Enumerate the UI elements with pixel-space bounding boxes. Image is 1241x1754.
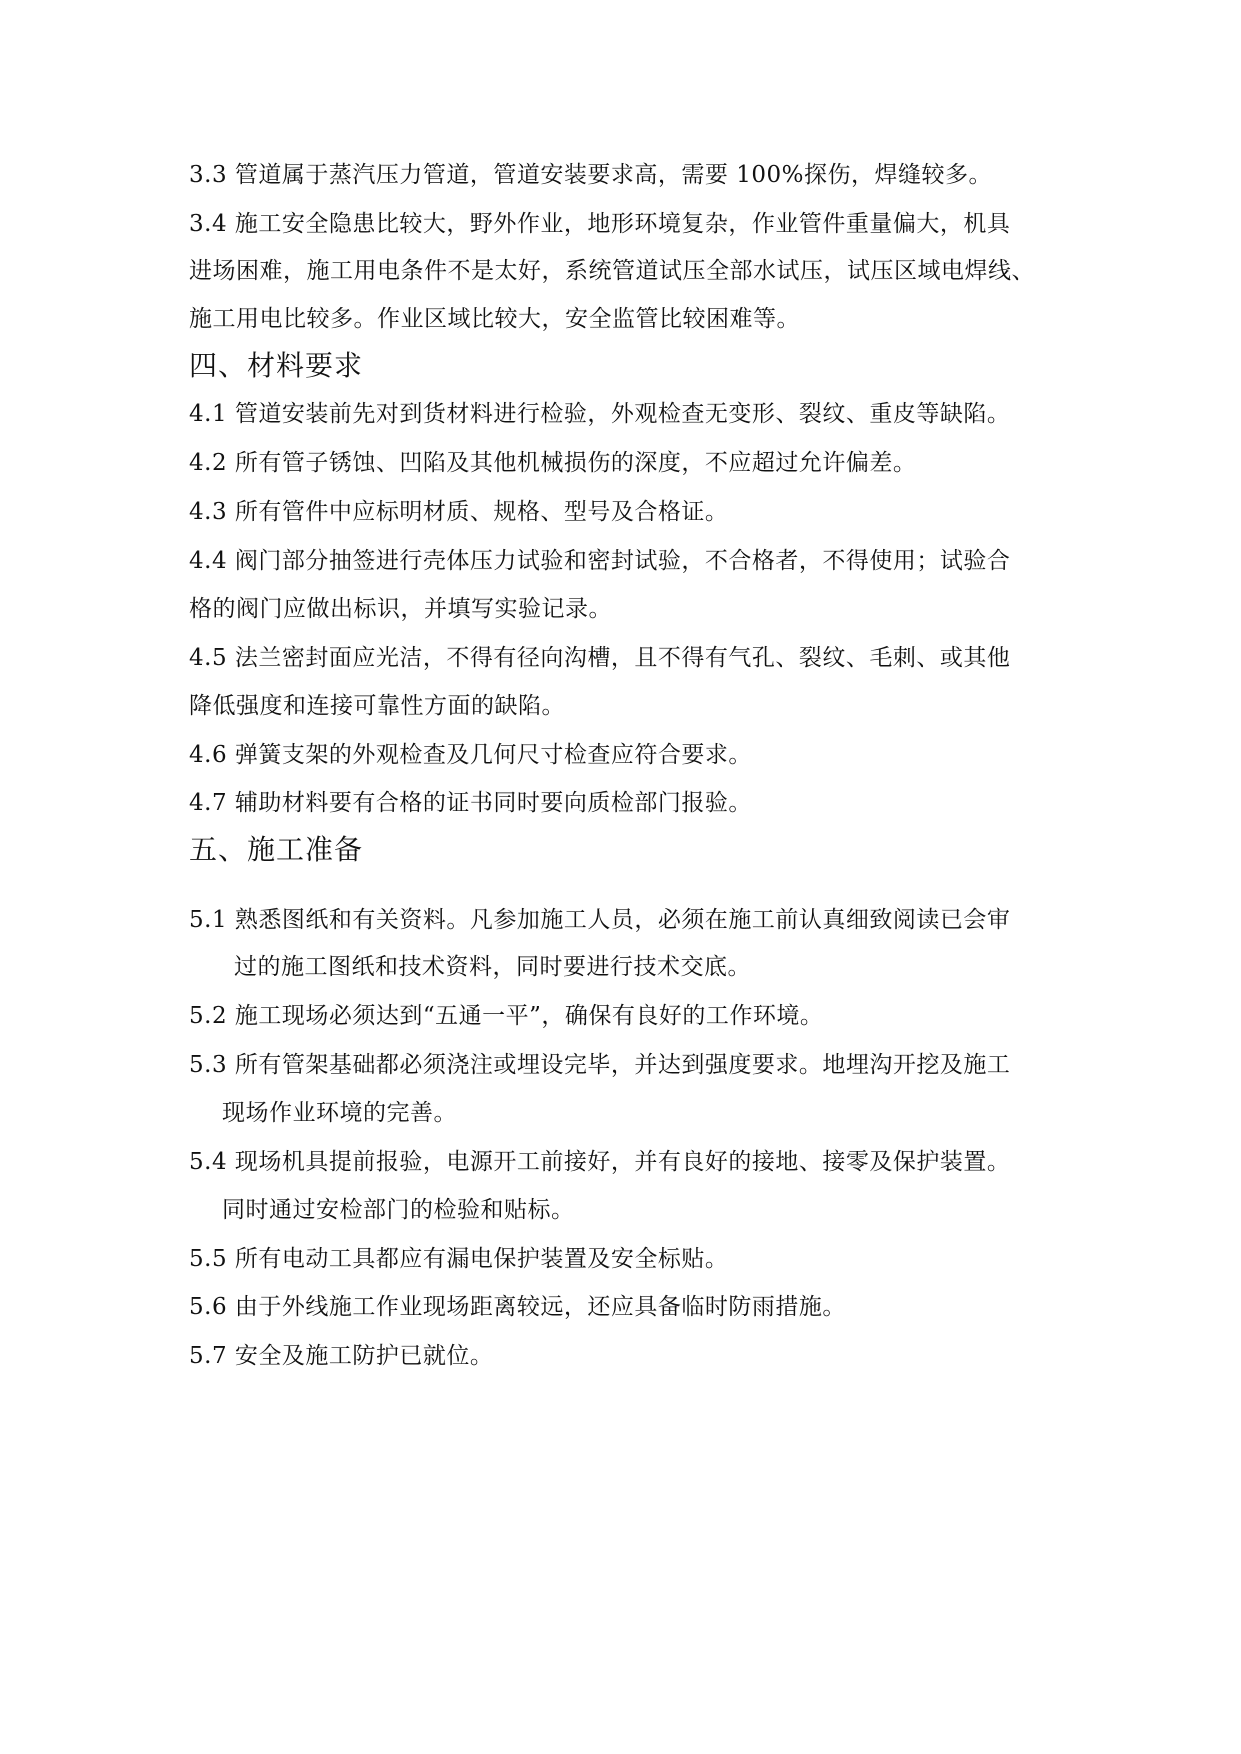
item-4-1: 4.1 管道安装前先对到货材料进行检验，外观检查无变形、裂纹、重皮等缺陷。 — [189, 401, 1011, 427]
item-5-3-line-2: 现场作业环境的完善。 — [222, 1100, 457, 1126]
item-4-6: 4.6 弹簧支架的外观检查及几何尺寸检查应符合要求。 — [189, 742, 752, 768]
item-4-5-line-2: 降低强度和连接可靠性方面的缺陷。 — [189, 693, 565, 719]
item-5-4-line-1: 5.4 现场机具提前报验，电源开工前接好，并有良好的接地、接零及保护装置。 — [189, 1149, 1011, 1175]
item-4-4-line-2: 格的阀门应做出标识，并填写实验记录。 — [189, 596, 612, 622]
paragraph-3-4-line-2: 进场困难，施工用电条件不是太好，系统管道试压全部水试压，试压区域电焊线、 — [189, 258, 1035, 284]
item-4-2: 4.2 所有管子锈蚀、凹陷及其他机械损伤的深度，不应超过允许偏差。 — [189, 450, 917, 476]
item-5-3-line-1: 5.3 所有管架基础都必须浇注或埋设完毕，并达到强度要求。地埋沟开挖及施工 — [189, 1052, 1011, 1078]
item-4-7: 4.7 辅助材料要有合格的证书同时要向质检部门报验。 — [189, 790, 752, 816]
item-4-5-line-1: 4.5 法兰密封面应光洁，不得有径向沟槽，且不得有气孔、裂纹、毛刺、或其他 — [189, 645, 1011, 671]
item-4-3: 4.3 所有管件中应标明材质、规格、型号及合格证。 — [189, 499, 729, 525]
paragraph-3-3: 3.3 管道属于蒸汽压力管道，管道安装要求高，需要 100%探伤，焊缝较多。 — [189, 162, 992, 188]
paragraph-3-4-line-3: 施工用电比较多。作业区域比较大，安全监管比较困难等。 — [189, 306, 800, 332]
paragraph-3-4-line-1: 3.4 施工安全隐患比较大，野外作业，地形环境复杂，作业管件重量偏大，机具 — [189, 211, 1011, 237]
item-5-2: 5.2 施工现场必须达到“五通一平”，确保有良好的工作环境。 — [189, 1003, 824, 1029]
item-5-1-line-1: 5.1 熟悉图纸和有关资料。凡参加施工人员，必须在施工前认真细致阅读已会审 — [189, 907, 1011, 933]
item-5-5: 5.5 所有电动工具都应有漏电保护装置及安全标贴。 — [189, 1246, 729, 1272]
item-5-1-line-2: 过的施工图纸和技术资料，同时要进行技术交底。 — [234, 954, 751, 980]
section-5-heading: 五、施工准备 — [189, 833, 364, 866]
item-5-4-line-2: 同时通过安检部门的检验和贴标。 — [222, 1197, 575, 1223]
item-5-7: 5.7 安全及施工防护已就位。 — [189, 1343, 494, 1369]
item-5-6: 5.6 由于外线施工作业现场距离较远，还应具备临时防雨措施。 — [189, 1294, 846, 1320]
item-4-4-line-1: 4.4 阀门部分抽签进行壳体压力试验和密封试验，不合格者，不得使用；试验合 — [189, 548, 1011, 574]
section-4-heading: 四、材料要求 — [189, 349, 364, 382]
